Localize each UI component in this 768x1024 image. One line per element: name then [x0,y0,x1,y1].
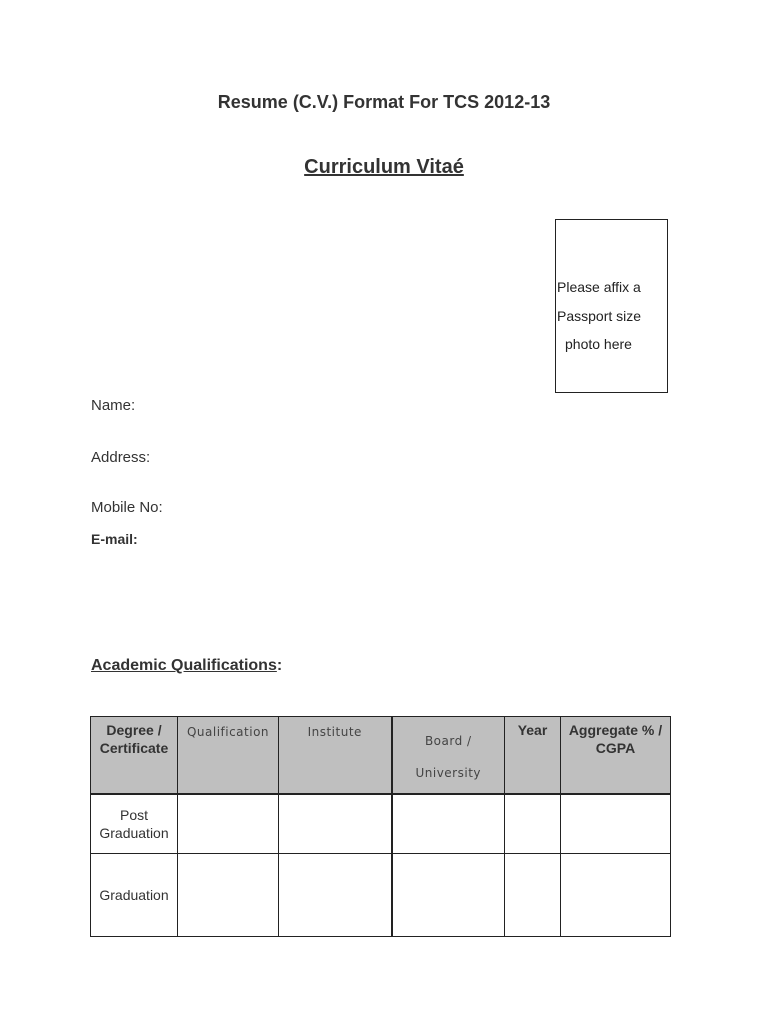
photo-placeholder-box [555,219,668,393]
academic-heading-colon: : [276,657,283,674]
row-label-post-graduation: Post Graduation [91,794,178,854]
table-row [91,854,671,937]
academic-heading-text: Academic Qualifications [91,657,277,674]
document-title: Resume (C.V.) Format For TCS 2012-13 [217,92,551,112]
cell-board[interactable] [392,854,505,937]
cell-year[interactable] [505,854,561,937]
photo-instruction-line-1: Please affix a [557,279,641,295]
photo-instruction-line-2: Passport size [557,308,642,324]
table-row [91,794,671,854]
column-header-degree: Degree / Certificate [91,717,178,795]
row-label-graduation: Graduation [91,854,178,937]
email-label: E-mail: [91,531,138,547]
table-header-row [91,717,671,795]
photo-instruction-line-3: photo here [565,336,632,352]
address-label: Address: [91,449,151,466]
column-header-board [392,717,505,795]
document-heading-text: Curriculum Vitaé [304,156,464,178]
cell-aggregate[interactable] [561,854,671,937]
board-header-line-1: Board / [424,734,472,748]
column-header-year: Year [505,717,561,795]
cell-aggregate[interactable] [561,794,671,854]
column-header-institute: Institute [279,717,392,795]
board-header-line-2: University [415,766,482,780]
cell-institute[interactable] [279,854,392,937]
cell-year[interactable] [505,794,561,854]
academic-qualifications-heading [91,657,282,675]
document-heading [0,156,768,179]
cell-qualification[interactable] [178,794,279,854]
column-header-aggregate: Aggregate % / CGPA [561,717,671,795]
cell-qualification[interactable] [178,854,279,937]
academic-qualifications-table [90,716,671,937]
mobile-label: Mobile No: [91,499,163,516]
cell-institute[interactable] [279,794,392,854]
column-header-qualification: Qualification [178,717,279,795]
cell-board[interactable] [392,794,505,854]
name-label: Name: [91,397,136,414]
